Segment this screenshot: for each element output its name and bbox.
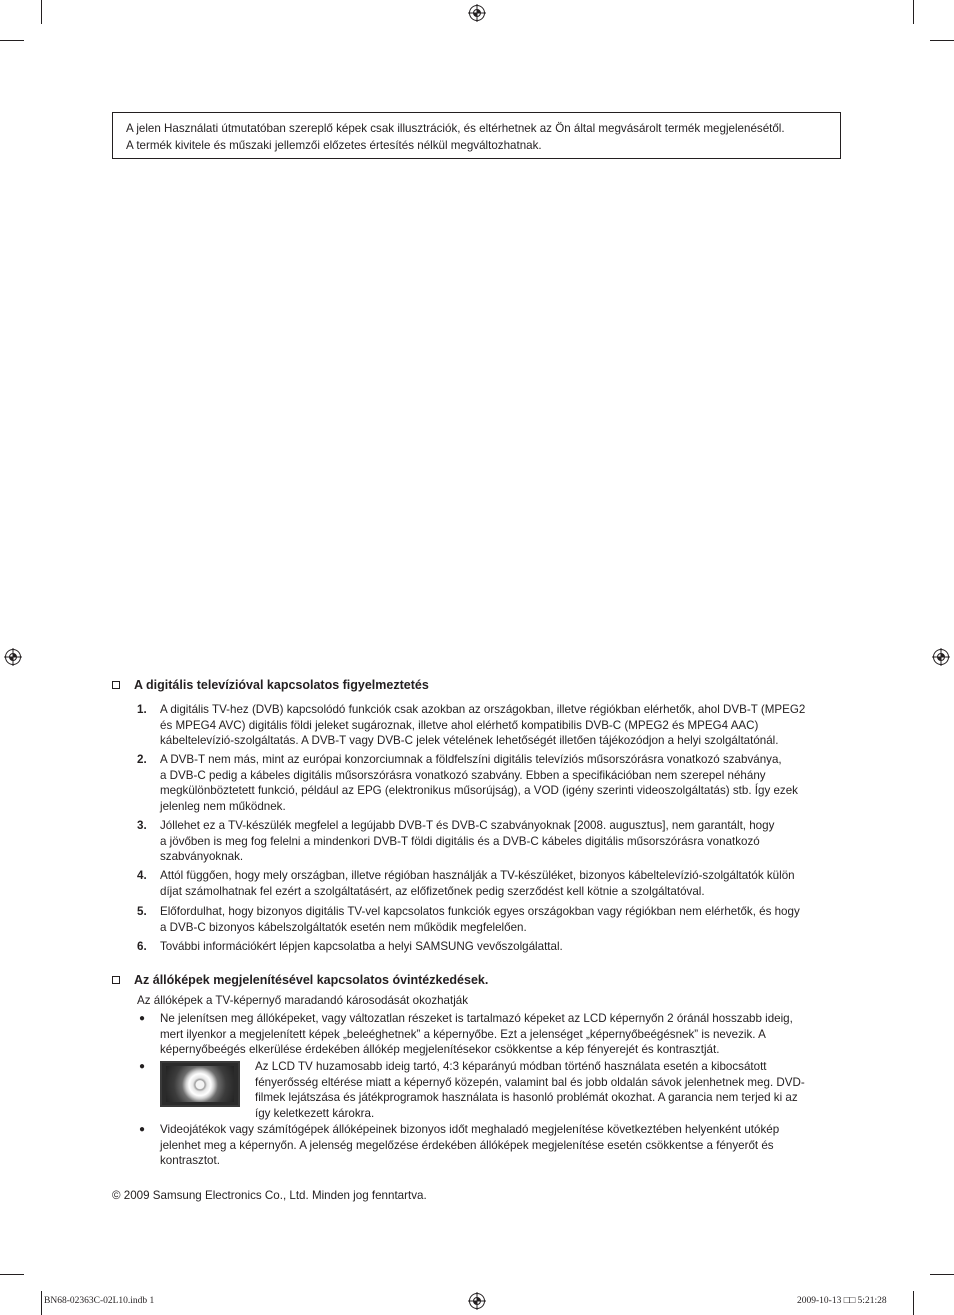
list-text-line: További információkért lépjen kapcsolatba a helyi SAMSUNG vevőszolgálattal. xyxy=(160,940,563,953)
crop-mark xyxy=(0,1274,24,1275)
bullet-icon: ● xyxy=(139,1013,146,1024)
disclaimer-line: A jelen Használati útmutatóban szereplő képek csak illusztrációk, és eltérhetnek az Ön által megvásárolt termék megjelenésétől. xyxy=(126,122,785,135)
bullet-icon: ● xyxy=(139,1124,146,1135)
list-text-line: Az LCD TV huzamosabb ideig tartó, 4:3 képarányú módban történő használata esetén a kibocsátott xyxy=(255,1060,767,1073)
list-text-line: díjat számolhatnak fel ezért a szolgáltatásért, az előfizetőnek pedig szerződést kell kötnie a szolgáltatóval. xyxy=(160,884,705,898)
list-text-line: Jóllehet ez a TV-készülék megfelel a legújabb DVB-T és DVB-C szabványoknak [2008. augusztus], nem garantált, hogy xyxy=(160,819,775,832)
list-text-line: így keletkezett károkra. xyxy=(255,1106,375,1120)
list-text-line: filmek lejátszása és játékprogramok használata is hasonló problémát okozhat. A garancia nem terjed ki az xyxy=(255,1091,798,1105)
print-file-label: BN68-02363C-02L10.indb 1 xyxy=(44,1296,155,1306)
list-text-line: kontrasztot. xyxy=(160,1154,220,1168)
disclaimer-box xyxy=(112,112,841,159)
list-text-line: jelenhet meg a képernyőn. A jelenség megelőzése érdekében állóképek megjelenítése esetén csökkentse a fényerőt és xyxy=(160,1138,774,1152)
list-text-line: A DVB-T nem más, mint az európai konzorciumnak a földfelszíni digitális televíziós műsorszórásra vonatkozó szabványa, xyxy=(160,753,782,766)
list-text-line: megkülönböztetett funkció, például az EPG (elektronikus műsorújság), a VOD (igény szerinti videoszolgáltatás) stb. Így ezek xyxy=(160,784,798,798)
list-text-line: Attól függően, hogy mely országban, illetve régióban használják a TV-készüléket, bizonyos kábeltelevízió-szolgáltatók külön xyxy=(160,869,795,882)
registration-mark-icon xyxy=(4,648,22,666)
crop-mark xyxy=(930,40,954,41)
crop-mark xyxy=(913,0,914,24)
crop-mark xyxy=(41,0,42,24)
checkbox-bullet-icon xyxy=(112,681,120,689)
bullet-icon: ● xyxy=(139,1061,146,1072)
tv-flower-image xyxy=(160,1061,240,1107)
disclaimer-line: A termék kivitele és műszaki jellemzői előzetes értesítés nélkül megváltozhatnak. xyxy=(126,139,542,152)
crop-mark xyxy=(930,1274,954,1275)
list-number: 5. xyxy=(137,905,147,918)
list-number: 4. xyxy=(137,869,147,882)
crop-mark xyxy=(0,40,24,41)
section-title-still-image xyxy=(112,973,488,987)
list-text-line: szabványoknak. xyxy=(160,850,244,864)
list-number: 2. xyxy=(137,753,147,766)
list-text-line: fényerősség eltérése miatt a képernyő közepén, valamint bal és jobb oldalán sávok jelenhetnek meg. DVD- xyxy=(255,1075,805,1089)
crop-mark xyxy=(913,1291,914,1315)
crop-mark xyxy=(41,1291,42,1315)
registration-mark-icon xyxy=(468,4,486,22)
section-title-text: Az állóképek megjelenítésével kapcsolatos óvintézkedések. xyxy=(134,973,489,987)
list-number: 6. xyxy=(137,940,147,953)
checkbox-bullet-icon xyxy=(112,976,120,984)
section-title-text: A digitális televízióval kapcsolatos figyelmeztetés xyxy=(134,678,429,692)
list-text-line: a jövőben is meg fog felelni a mindenkori DVB-T földi digitális és a DVB-C kábeles digitális műsorszórásra vonatkozó xyxy=(160,834,760,848)
list-text-line: Ne jelenítsen meg állóképeket, vagy változatlan részeket is tartalmazó képeket az LCD képernyőn 2 óránál hosszabb ideig, xyxy=(160,1012,793,1025)
list-text-line: és MPEG4 AVC) digitális földi jeleket sugároznak, illetve ahol elérhető kompatibilis DVB-C (MPEG2 és MPEG4 AAC) xyxy=(160,718,759,732)
copyright-text: © 2009 Samsung Electronics Co., Ltd. Minden jog fenntartva. xyxy=(112,1189,427,1202)
list-text-line: a DVB-C bizonyos kábelszolgáltatók esetén nem működik megfelelően. xyxy=(160,920,527,934)
list-text-line: a DVB-C pedig a kábeles digitális műsorszórásra vonatkozó szabvány. Ebben a specifikációban nem szerepel néhány xyxy=(160,768,766,782)
list-text-line: jelenleg nem működnek. xyxy=(160,799,286,813)
section-title-dvb xyxy=(112,678,429,692)
list-text-line: A digitális TV-hez (DVB) kapcsolódó funkciók csak azokban az országokban, illetve régiókban elérhetők, ahol DVB-T (MPEG2 xyxy=(160,703,806,716)
list-number: 1. xyxy=(137,703,147,716)
tv-screen-image xyxy=(166,1066,234,1102)
print-datetime-label: 2009-10-13 □□ 5:21:28 xyxy=(797,1296,887,1306)
list-text-line: képernyőbeégés elkerülése érdekében állókép megjelenítésekor csökkentse a kép fényerejét és kontrasztját. xyxy=(160,1043,720,1057)
list-text-line: mert ilyenkor a megjelenített képek „beleéghetnek” a képernyőbe. Ezt a jelenséget „képernyőbeégésnek” is nevezik. A xyxy=(160,1027,766,1041)
list-text-line: Előfordulhat, hogy bizonyos digitális TV-vel kapcsolatos funkciók egyes országokban vagy régiókban nem elérhetők, és hogy xyxy=(160,905,800,918)
registration-mark-icon xyxy=(932,648,950,666)
registration-mark-icon xyxy=(468,1292,486,1310)
list-text-line: kábeltelevízió-szolgáltatás. A DVB-T vagy DVB-C jelek vételének lehetőségét illetően tájékozódjon a helyi szolgáltatónál. xyxy=(160,734,779,748)
list-number: 3. xyxy=(137,819,147,832)
list-text-line: Videojátékok vagy számítógépek állóképeinek bizonyos időt meghaladó megjelenítése következtében helyenként utókép xyxy=(160,1123,780,1136)
section-intro: Az állóképek a TV-képernyő maradandó károsodását okozhatják xyxy=(137,994,469,1007)
